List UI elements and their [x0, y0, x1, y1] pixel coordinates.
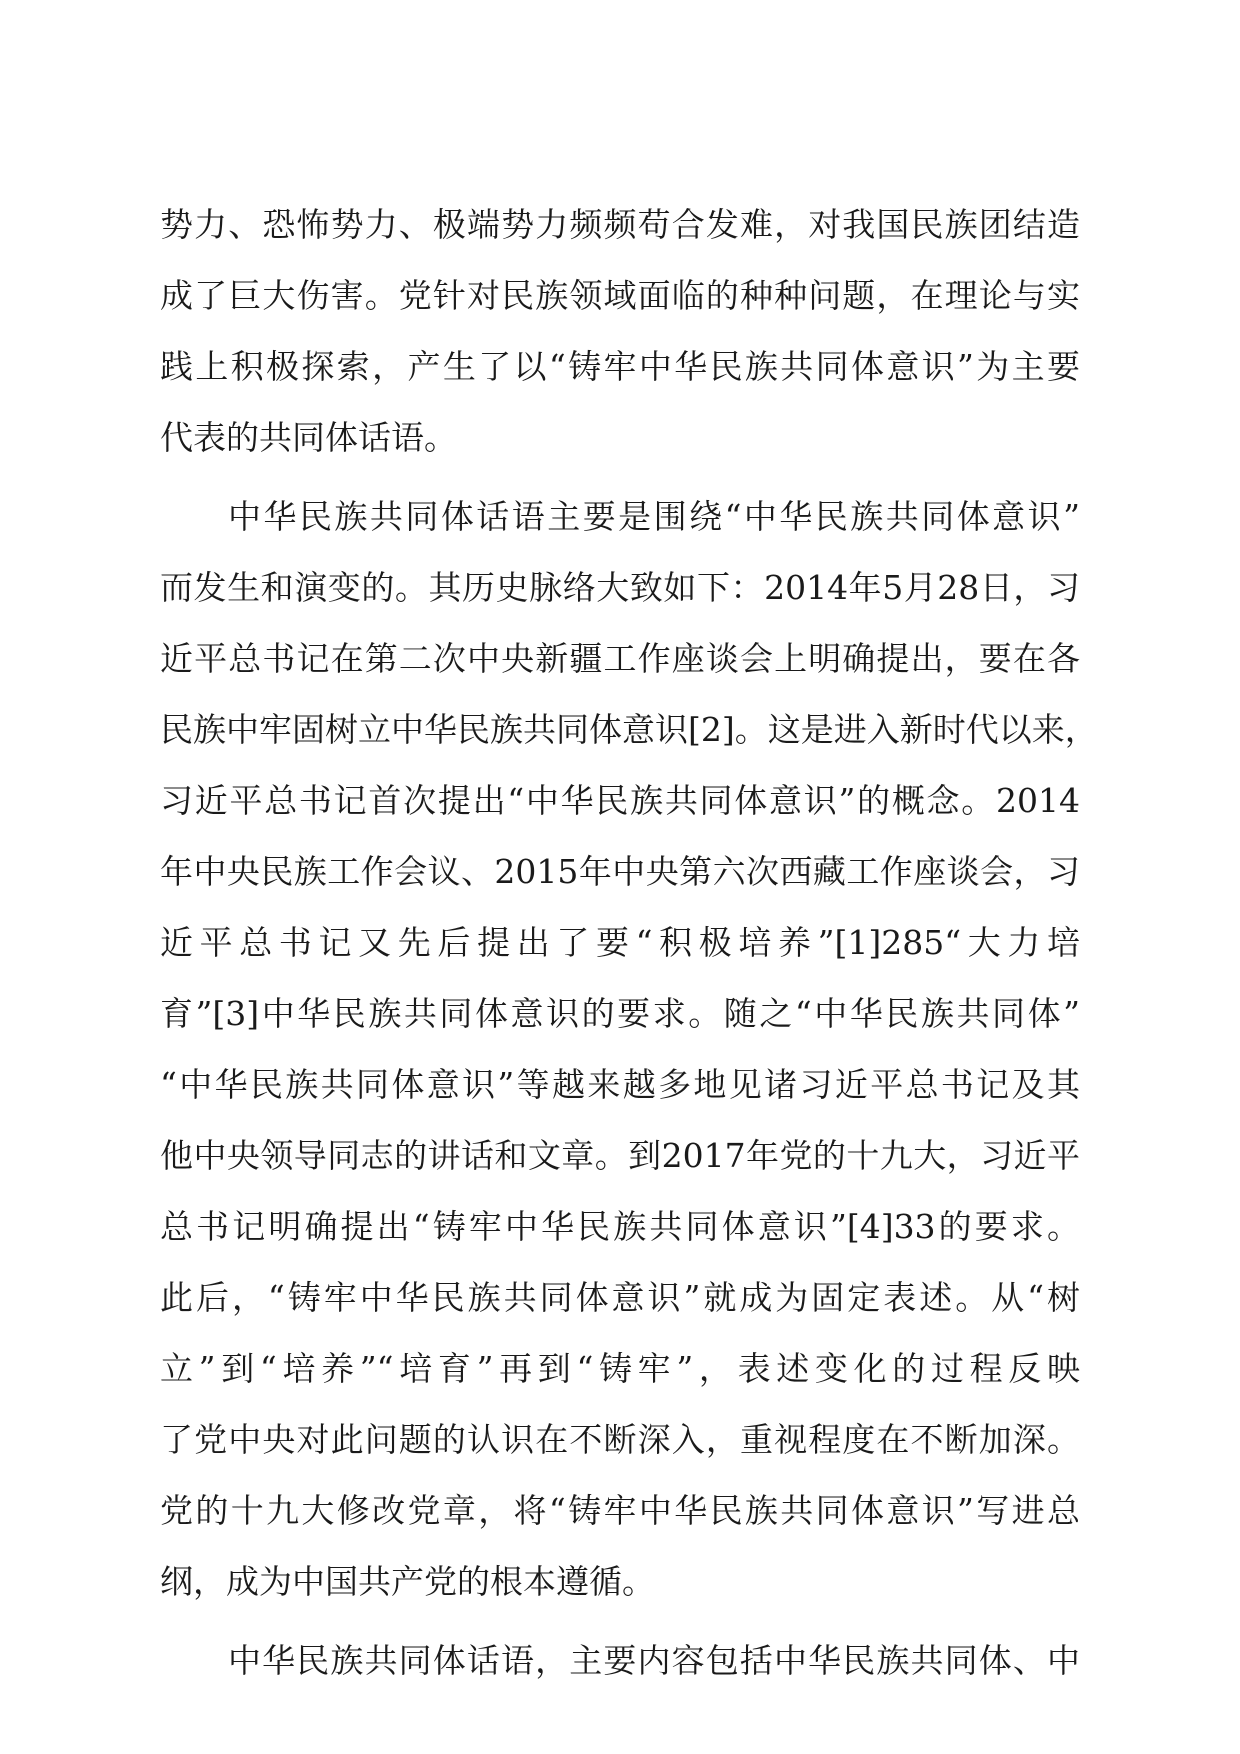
body-text: [160, 189, 1098, 1696]
text-line: 他中央领导同志的讲话和文章。到2017年党的十九大，习近平: [160, 1136, 1080, 1175]
text-line: 近平总书记在第二次中央新疆工作座谈会上明确提出，要在各: [160, 639, 1080, 678]
text-line: 了党中央对此问题的认识在不断深入，重视程度在不断加深。: [160, 1420, 1080, 1459]
text-line: 成了巨大伤害。党针对民族领域面临的种种问题，在理论与实: [160, 276, 1080, 315]
text-line: 中华民族共同体话语，主要内容包括中华民族共同体、中: [228, 1641, 1080, 1680]
text-line: 纲，成为中国共产党的根本遵循。: [160, 1562, 655, 1601]
text-line: “中华民族共同体意识”等越来越多地见诸习近平总书记及其: [160, 1065, 1080, 1104]
text-line: 年中央民族工作会议、2015年中央第六次西藏工作座谈会，习: [160, 852, 1080, 891]
text-line: 育”[3]中华民族共同体意识的要求。随之“中华民族共同体”: [160, 994, 1080, 1033]
text-line: 民族中牢固树立中华民族共同体意识[2]。这是进入新时代以来，: [160, 710, 1098, 749]
text-line: 代表的共同体话语。: [160, 418, 457, 457]
text-line: 党的十九大修改党章，将“铸牢中华民族共同体意识”写进总: [160, 1491, 1080, 1530]
text-line: 近平总书记又先后提出了要“积极培养”[1]285“大力培: [160, 923, 1080, 962]
text-line: 中华民族共同体话语主要是围绕“中华民族共同体意识”: [228, 497, 1080, 536]
text-line: 此后，“铸牢中华民族共同体意识”就成为固定表述。从“树: [160, 1278, 1080, 1317]
text-line: 势力、恐怖势力、极端势力频频苟合发难，对我国民族团结造: [160, 205, 1080, 244]
text-line: 立”到“培养”“培育”再到“铸牢”，表述变化的过程反映: [160, 1349, 1080, 1388]
text-line: 习近平总书记首次提出“中华民族共同体意识”的概念。2014: [160, 781, 1080, 820]
text-line: 践上积极探索，产生了以“铸牢中华民族共同体意识”为主要: [160, 347, 1080, 386]
text-line: 而发生和演变的。其历史脉络大致如下：2014年5月28日，习: [160, 568, 1080, 607]
text-line: 总书记明确提出“铸牢中华民族共同体意识”[4]33的要求。: [160, 1207, 1080, 1246]
